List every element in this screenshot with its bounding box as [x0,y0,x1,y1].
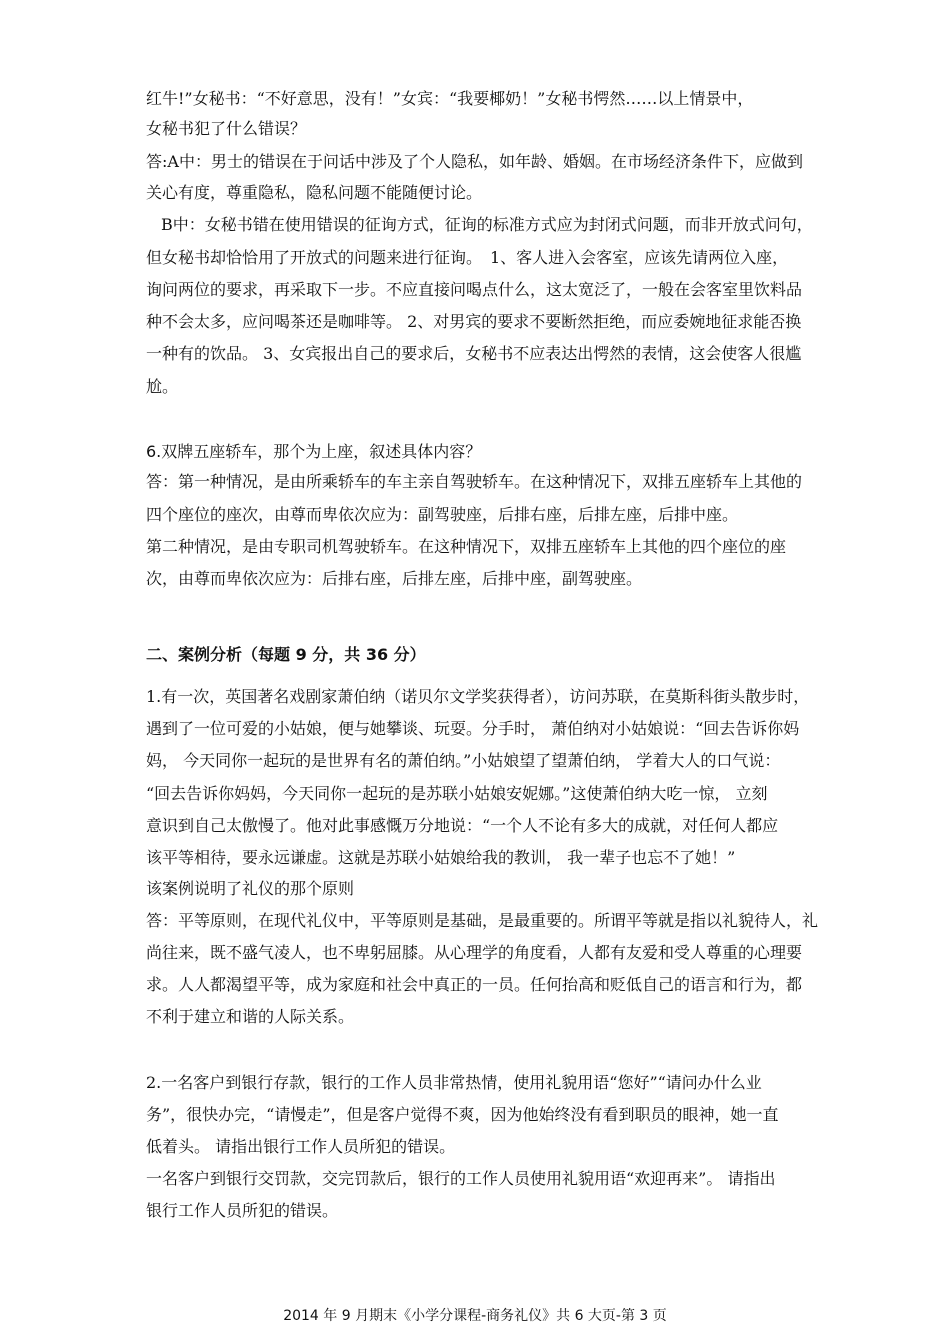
text-line: 询问两位的要求，再采取下一步。不应直接问喝点什么，这太宽泛了，一般在会客室里饮料品 [146,280,803,299]
answer-line: 答：第一种情况，是由所乘轿车的车主亲自驾驶轿车。在这种情况下，双排五座轿车上其他的 [146,472,803,491]
text-line: 种不会太多，应问喝茶还是咖啡等。 2、对男宾的要求不要断然拒绝，而应委婉地征求能否换 [146,312,802,331]
text-line: 但女秘书却恰恰用了开放式的问题来进行征询。 1、客人进入会客室，应该先请两位入座， [146,248,789,267]
case-1-line: 1.有一次，英国著名戏剧家萧伯纳（诺贝尔文学奖获得者），访问苏联，在莫斯科街头散步时， [146,687,810,706]
answer-line: 答:A中：男士的错误在于问话中涉及了个人隐私，如年龄、婚姻。在市场经济条件下，应做到 [146,152,803,171]
text-line: 求。人人都渴望平等，成为家庭和社会中真正的一员。任何抬高和贬低自己的语言和行为，都 [146,975,803,994]
case-1-line: 意识到自己太傲慢了。他对此事感慨万分地说：“一个人不论有多大的成就，对任何人都应 [146,816,779,835]
text-line: 第二种情况，是由专职司机驾驶轿车。在这种情况下，双排五座轿车上其他的四个座位的座 [146,537,787,556]
case-1-line: “回去告诉你妈妈，今天同你一起玩的是苏联小姑娘安妮娜。”这使萧伯纳大吃一惊， 立刻 [146,784,768,803]
text-line: 红牛!”女秘书：“不好意思，没有！”女宾：“我要椰奶！”女秘书愕然……以上情景中， [146,89,754,108]
answer-line: B中：女秘书错在使用错误的征询方式，征询的标准方式应为封闭式问题，而非开放式问句， [161,215,813,234]
text-line: 尚往来，既不盛气凌人，也不卑躬屈膝。从心理学的角度看，人都有友爱和受人尊重的心理要 [146,943,803,962]
text-line: 关心有度，尊重隐私，隐私问题不能随便讨论。 [146,183,483,202]
text-line: 一种有的饮品。 3、女宾报出自己的要求后，女秘书不应表达出愕然的表情，这会使客人很尴 [146,344,802,363]
question-6: 6.双牌五座轿车，那个为上座，叙述具体内容？ [146,442,482,461]
text-line: 不利于建立和谐的人际关系。 [146,1007,355,1026]
case-2-line: 务”，很快办完，“请慢走”，但是客户觉得不爽，因为他始终没有看到职员的眼神，她一直 [146,1105,779,1124]
case-2-line: 2.一名客户到银行存款，银行的工作人员非常热情，使用礼貌用语“您好”“请问办什么业 [146,1073,762,1092]
answer-line: 答：平等原则，在现代礼仪中，平等原则是基础，是最重要的。所谓平等就是指以礼貌待人，礼 [146,911,819,930]
text-line: 次，由尊而卑依次应为：后排右座，后排左座，后排中座，副驾驶座。 [146,569,643,588]
case-2-line: 银行工作人员所犯的错误。 [146,1201,339,1220]
case-2-line: 一名客户到银行交罚款，交完罚款后，银行的工作人员使用礼貌用语“欢迎再来”。 请指出 [146,1169,776,1188]
page-footer: 2014 年 9 月期末《小学分课程-商务礼仪》共 6 大页-第 3 页 [283,1308,667,1324]
case-1-question: 该案例说明了礼仪的那个原则 [146,879,355,898]
case-1-line: 该平等相待，要永远谦虚。这就是苏联小姑娘给我的教训， 我一辈子也忘不了她！” [146,848,736,867]
text-line: 女秘书犯了什么错误？ [146,119,307,138]
text-line: 四个座位的座次，由尊而卑依次应为：副驾驶座，后排右座，后排左座，后排中座。 [146,505,739,524]
text-line: 尬。 [146,377,179,396]
case-1-line: 妈， 今天同你一起玩的是世界有名的萧伯纳。”小姑娘望了望萧伯纳， 学着大人的口气说： [146,751,781,770]
case-2-line: 低着头。 请指出银行工作人员所犯的错误。 [146,1137,456,1156]
section-heading: 二、案例分析（每题 9 分，共 36 分） [146,645,426,664]
case-1-line: 遇到了一位可爱的小姑娘，便与她攀谈、玩耍。分手时， 萧伯纳对小姑娘说：“回去告诉你妈 [146,719,800,738]
